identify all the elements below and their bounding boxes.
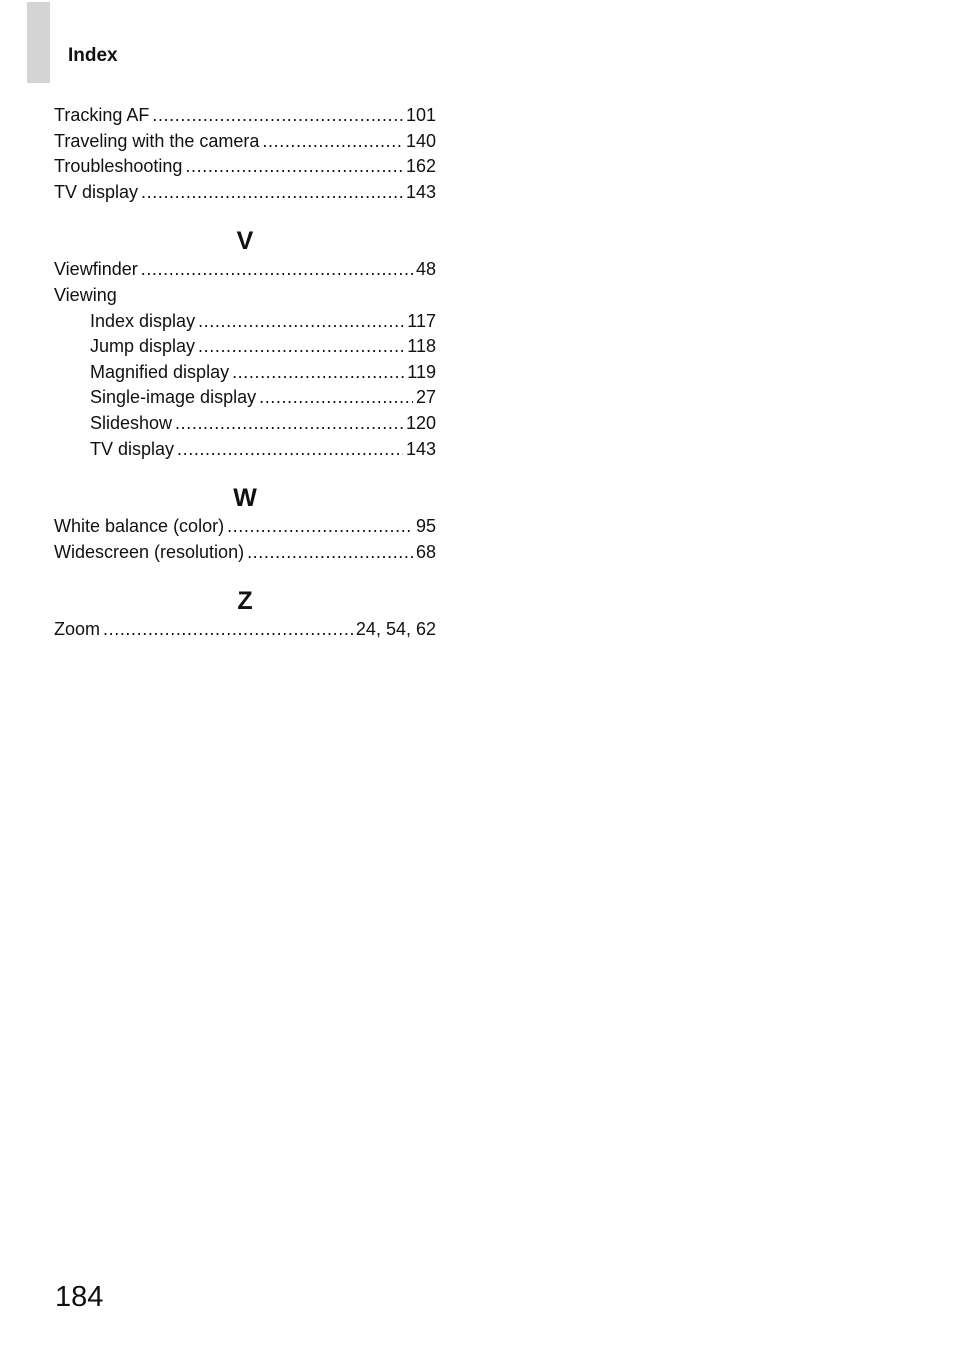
entry-label: Slideshow	[90, 412, 173, 433]
header-tab-marker	[27, 2, 50, 83]
index-entry	[54, 540, 436, 566]
entry-page-ref: 143	[405, 181, 436, 202]
entry-page-ref: 48	[415, 259, 436, 280]
entry-page-ref: 120	[405, 412, 436, 433]
index-entry	[54, 514, 436, 540]
entry-label: Magnified display	[90, 361, 230, 382]
dot-leader	[152, 103, 403, 129]
entry-page-ref: 118	[407, 336, 436, 357]
section-letter-z: Z	[237, 587, 253, 616]
entry-label: TV display	[90, 438, 175, 459]
page-title: Index	[68, 45, 118, 66]
section-letter-w: W	[233, 484, 257, 513]
index-subentry	[54, 334, 436, 360]
index-entry	[54, 154, 436, 180]
index-column	[54, 103, 436, 643]
entry-page-ref: 24, 54, 62	[355, 619, 436, 640]
entry-label: Tracking AF	[54, 105, 150, 125]
dot-leader	[103, 617, 353, 643]
dot-leader	[177, 437, 403, 463]
entry-label: White balance (color)	[54, 516, 225, 537]
dot-leader	[141, 180, 403, 206]
entry-page-ref: 140	[405, 130, 436, 151]
index-subentry	[54, 385, 436, 411]
dot-leader	[262, 129, 403, 155]
entry-page-ref: 162	[405, 156, 436, 177]
index-entry	[54, 103, 436, 129]
dot-leader	[175, 411, 403, 437]
entry-label: Widescreen (resolution)	[54, 541, 245, 562]
dot-leader	[198, 334, 404, 360]
entry-label: Troubleshooting	[54, 156, 183, 177]
entry-page-ref: 101	[405, 105, 436, 125]
dot-leader	[198, 309, 404, 335]
page-number: 184	[55, 1281, 104, 1313]
dot-leader	[227, 514, 413, 540]
entry-label: Jump display	[90, 336, 196, 357]
index-subentry	[54, 437, 436, 463]
dot-leader	[185, 154, 403, 180]
index-entry	[54, 129, 436, 155]
entry-page-ref: 117	[407, 310, 436, 331]
index-entry	[54, 257, 436, 283]
index-subentry	[54, 309, 436, 335]
index-entry	[54, 180, 436, 206]
entry-page-ref: 68	[415, 541, 436, 562]
dot-leader	[247, 540, 413, 566]
section-letter-v: V	[236, 227, 254, 256]
entry-label: Zoom	[54, 619, 101, 640]
entry-label: Viewfinder	[54, 259, 138, 280]
entry-label: TV display	[54, 181, 139, 202]
dot-leader	[141, 257, 413, 283]
entry-page-ref: 143	[405, 438, 436, 459]
index-entry	[54, 617, 436, 643]
dot-leader	[232, 360, 404, 386]
entry-label: Traveling with the camera	[54, 130, 260, 151]
index-subentry	[54, 360, 436, 386]
index-entry	[54, 283, 436, 309]
entry-label: Index display	[90, 310, 196, 331]
entry-page-ref: 27	[415, 387, 436, 408]
entry-label: Single-image display	[90, 387, 257, 408]
entry-page-ref: 95	[415, 516, 436, 537]
entry-label: Viewing	[54, 284, 117, 305]
entry-page-ref: 119	[407, 361, 436, 382]
dot-leader	[259, 385, 413, 411]
index-subentry	[54, 411, 436, 437]
